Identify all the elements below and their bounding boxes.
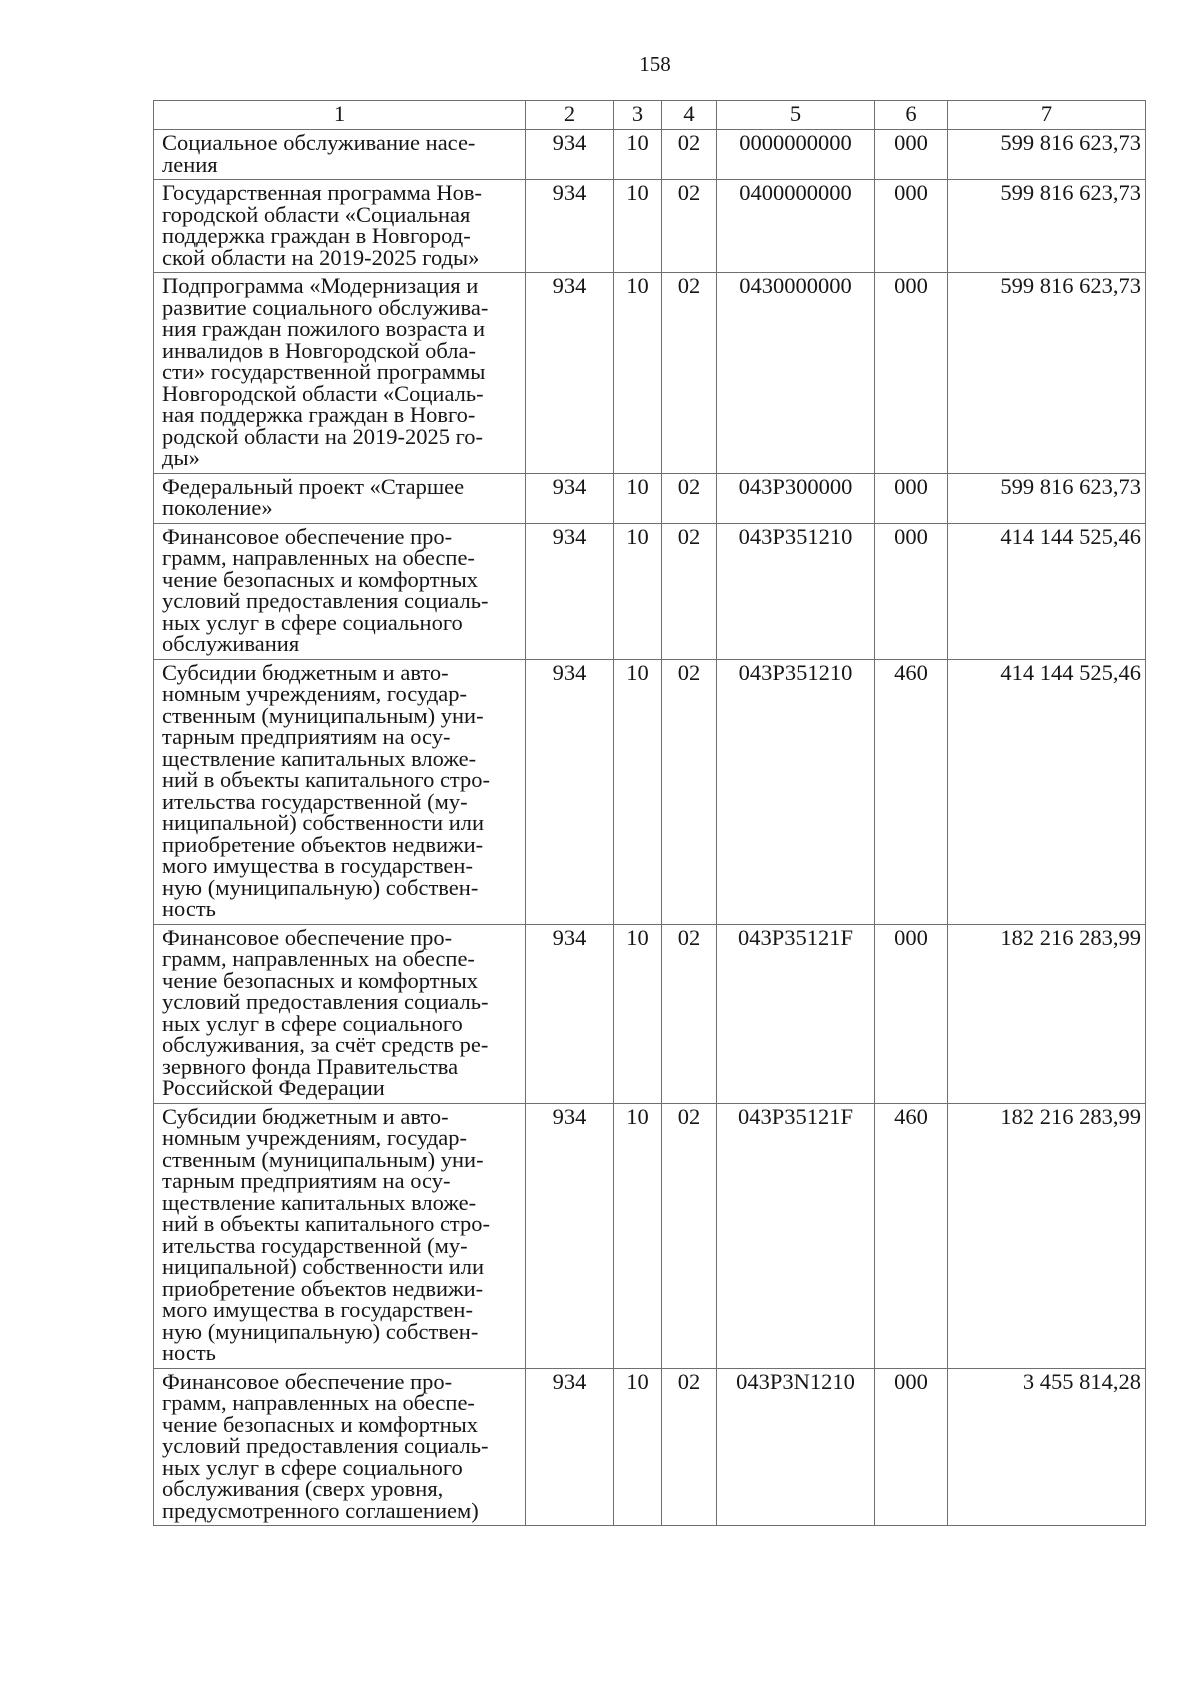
row-name-line: Финансовое обеспечение про- [162, 1368, 453, 1394]
row-name-line: чение безопасных и комфортных [162, 967, 478, 993]
subsection-cell: 02 [662, 924, 717, 1103]
row-name-cell [154, 130, 526, 180]
page-number: 158 [639, 52, 671, 76]
row-name-line: ния граждан пожилого возраста и [162, 316, 486, 341]
row-name-line: тарным предприятиям на осу- [162, 724, 451, 749]
row-name-line: Федеральный проект «Старшее [162, 473, 465, 499]
expense-type-cell: 000 [875, 924, 948, 1103]
row-name-cell [154, 473, 526, 523]
table-row [154, 523, 1146, 659]
header-cell: 1 [154, 101, 526, 130]
row-name-line: предусмотренного соглашением) [162, 1497, 479, 1523]
table-row [154, 1368, 1146, 1526]
subsection-cell: 02 [662, 523, 717, 659]
row-name-line: мого имущества в государствен- [162, 853, 473, 878]
row-name-line: приобретение объектов недвижи- [162, 831, 484, 857]
section-cell: 10 [614, 523, 662, 659]
expense-type-cell: 000 [875, 180, 948, 273]
row-name-cell [154, 1368, 526, 1526]
amount-cell: 599 816 623,73 [948, 473, 1146, 523]
section-cell: 10 [614, 924, 662, 1103]
row-name-line: ных услуг в сфере социального [162, 609, 463, 635]
table-row [154, 473, 1146, 523]
row-name-line: Финансовое обеспечение про- [162, 523, 453, 549]
header-cell: 3 [614, 101, 662, 130]
row-name-line: Субсидии бюджетным и авто- [162, 659, 449, 685]
row-name-line: поддержка граждан в Новгород- [162, 223, 471, 248]
row-name-line: приобретение объектов недвижи- [162, 1275, 484, 1301]
subsection-cell: 02 [662, 659, 717, 924]
section-cell: 10 [614, 130, 662, 180]
target-article-cell: 043P351210 [717, 659, 875, 924]
row-name-line: ственным (муниципальным) уни- [162, 1146, 484, 1172]
row-name-line: Субсидии бюджетным и авто- [162, 1103, 449, 1129]
admin-code-cell: 934 [526, 273, 614, 474]
row-name-line: ской области на 2019-2025 годы» [162, 244, 480, 270]
row-name-line: номным учреждениям, государ- [162, 1125, 468, 1150]
table-row [154, 659, 1146, 924]
row-name-line: ную (муниципальную) собствен- [162, 874, 479, 900]
row-name-cell [154, 180, 526, 273]
target-article-cell: 043P35121F [717, 1103, 875, 1368]
row-name-line: ществление капитальных вложе- [162, 1189, 477, 1215]
row-name-cell [154, 924, 526, 1103]
row-name-line: ная поддержка граждан в Новго- [162, 402, 476, 427]
row-name-line: поколение» [162, 495, 273, 520]
target-article-cell: 0430000000 [717, 273, 875, 474]
amount-cell: 414 144 525,46 [948, 659, 1146, 924]
section-cell: 10 [614, 273, 662, 474]
row-name-line: ительства государственной (му- [162, 788, 468, 814]
section-cell: 10 [614, 180, 662, 273]
table-row [154, 1103, 1146, 1368]
table-row [154, 180, 1146, 273]
row-name-line: грамм, направленных на обеспе- [162, 1390, 475, 1415]
table-header-row [154, 101, 1146, 130]
table-row [154, 273, 1146, 474]
row-name-cell [154, 659, 526, 924]
amount-cell: 599 816 623,73 [948, 273, 1146, 474]
row-name-line: Подпрограмма «Модернизация и [162, 273, 479, 298]
header-cell: 2 [526, 101, 614, 130]
expense-type-cell: 460 [875, 1103, 948, 1368]
subsection-cell: 02 [662, 180, 717, 273]
row-name-cell [154, 273, 526, 474]
expense-type-cell: 000 [875, 473, 948, 523]
admin-code-cell: 934 [526, 473, 614, 523]
admin-code-cell: 934 [526, 180, 614, 273]
expense-type-cell: 000 [875, 1368, 948, 1526]
admin-code-cell: 934 [526, 1103, 614, 1368]
subsection-cell: 02 [662, 1103, 717, 1368]
row-name-line: грамм, направленных на обеспе- [162, 545, 475, 570]
row-name-line: ний в объекты капитального стро- [162, 767, 491, 792]
row-name-line: Новгородской области «Социаль- [162, 380, 484, 406]
section-cell: 10 [614, 659, 662, 924]
row-name-line: ительства государственной (му- [162, 1232, 468, 1258]
row-name-line: обслуживания [162, 631, 300, 656]
row-name-line: мого имущества в государствен- [162, 1297, 473, 1322]
admin-code-cell: 934 [526, 523, 614, 659]
row-name-line: грамм, направленных на обеспе- [162, 946, 475, 971]
row-name-line: сти» государственной программы [162, 359, 486, 384]
header-cell: 5 [717, 101, 875, 130]
row-name-line: номным учреждениям, государ- [162, 681, 468, 706]
subsection-cell: 02 [662, 273, 717, 474]
budget-table [153, 100, 1146, 1526]
table-row [154, 924, 1146, 1103]
row-name-line: ственным (муниципальным) уни- [162, 702, 484, 728]
amount-cell: 3 455 814,28 [948, 1368, 1146, 1526]
row-name-line: ний в объекты капитального стро- [162, 1211, 491, 1236]
admin-code-cell: 934 [526, 659, 614, 924]
row-name-line: обслуживания (сверх уровня, [162, 1476, 444, 1501]
subsection-cell: 02 [662, 1368, 717, 1526]
amount-cell: 182 216 283,99 [948, 924, 1146, 1103]
row-name-line: ды» [162, 445, 200, 470]
row-name-line: ную (муниципальную) собствен- [162, 1318, 479, 1344]
row-name-line: обслуживания, за счёт средств ре- [162, 1032, 489, 1057]
row-name-line: условий предоставления социаль- [162, 1433, 489, 1458]
row-name-line: ниципальной) собственности или [162, 1254, 484, 1279]
amount-cell: 599 816 623,73 [948, 130, 1146, 180]
row-name-line: чение безопасных и комфортных [162, 566, 478, 592]
subsection-cell: 02 [662, 473, 717, 523]
row-name-line: ность [162, 896, 216, 921]
header-cell: 6 [875, 101, 948, 130]
target-article-cell: 0000000000 [717, 130, 875, 180]
header-cell: 7 [948, 101, 1146, 130]
row-name-line: городской области «Социальная [162, 201, 471, 227]
section-cell: 10 [614, 1368, 662, 1526]
amount-cell: 599 816 623,73 [948, 180, 1146, 273]
amount-cell: 414 144 525,46 [948, 523, 1146, 659]
row-name-cell [154, 523, 526, 659]
row-name-line: условий предоставления социаль- [162, 989, 489, 1014]
section-cell: 10 [614, 1103, 662, 1368]
subsection-cell: 02 [662, 130, 717, 180]
row-name-cell [154, 1103, 526, 1368]
row-name-line: ных услуг в сфере социального [162, 1010, 463, 1036]
header-cell: 4 [662, 101, 717, 130]
target-article-cell: 043P35121F [717, 924, 875, 1103]
expense-type-cell: 000 [875, 273, 948, 474]
admin-code-cell: 934 [526, 130, 614, 180]
admin-code-cell: 934 [526, 924, 614, 1103]
row-name-line: Государственная программа Нов- [162, 180, 482, 205]
row-name-line: развитие социального обслужива- [162, 294, 489, 320]
row-name-line: инвалидов в Новгородской обла- [162, 337, 476, 363]
row-name-line: ность [162, 1340, 216, 1365]
row-name-line: зервного фонда Правительства [162, 1053, 459, 1079]
row-name-line: Социальное обслуживание насе- [162, 130, 476, 155]
section-cell: 10 [614, 473, 662, 523]
amount-cell: 182 216 283,99 [948, 1103, 1146, 1368]
expense-type-cell: 460 [875, 659, 948, 924]
target-article-cell: 043P351210 [717, 523, 875, 659]
target-article-cell: 043P300000 [717, 473, 875, 523]
row-name-line: Российской Федерации [162, 1075, 385, 1100]
target-article-cell: 0400000000 [717, 180, 875, 273]
row-name-line: ления [162, 151, 218, 177]
row-name-line: чение безопасных и комфортных [162, 1411, 478, 1437]
row-name-line: ных услуг в сфере социального [162, 1454, 463, 1480]
row-name-line: родской области на 2019-2025 го- [162, 423, 484, 449]
row-name-line: ниципальной) собственности или [162, 810, 484, 835]
row-name-line: условий предоставления социаль- [162, 588, 489, 613]
table-row [154, 130, 1146, 180]
row-name-line: ществление капитальных вложе- [162, 745, 477, 771]
row-name-line: тарным предприятиям на осу- [162, 1168, 451, 1193]
expense-type-cell: 000 [875, 523, 948, 659]
row-name-line: Финансовое обеспечение про- [162, 924, 453, 950]
admin-code-cell: 934 [526, 1368, 614, 1526]
expense-type-cell: 000 [875, 130, 948, 180]
target-article-cell: 043P3N1210 [717, 1368, 875, 1526]
